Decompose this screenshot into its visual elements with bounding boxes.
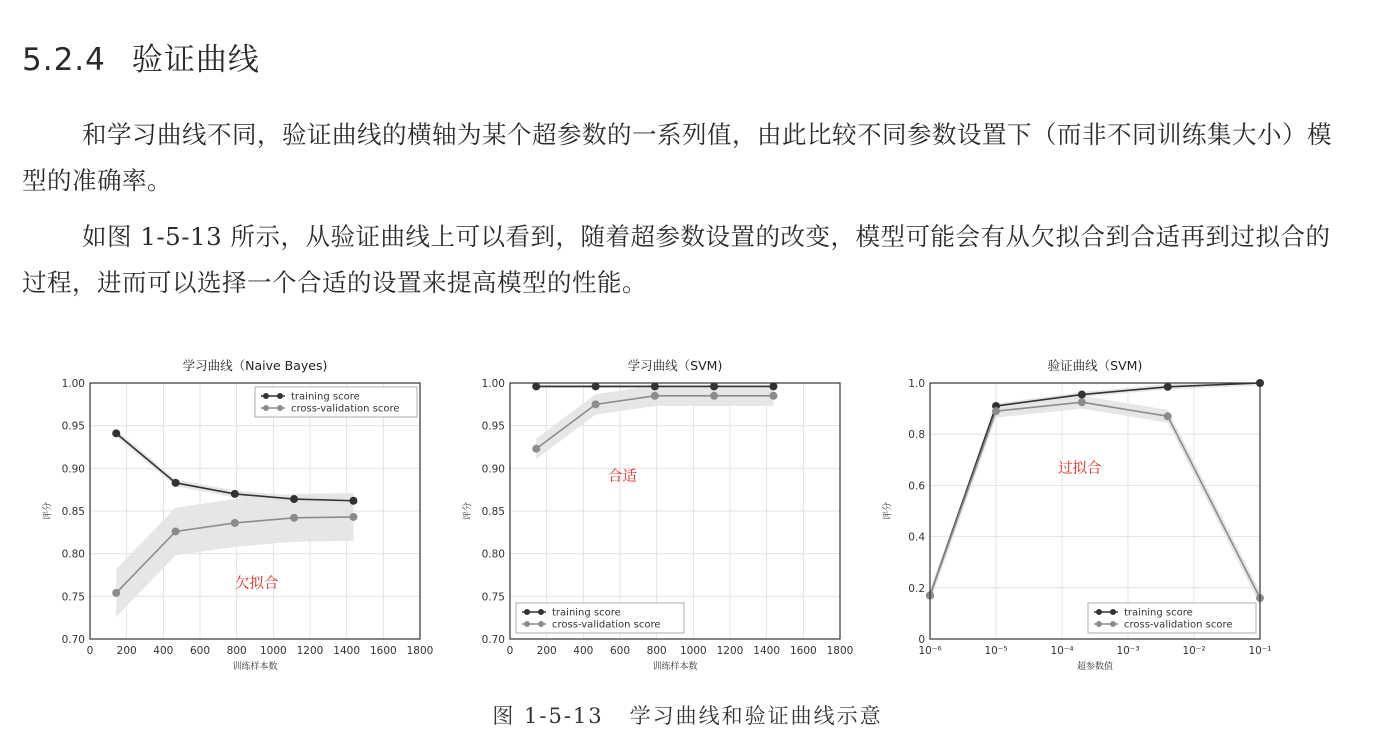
data-point [651, 392, 659, 400]
y-tick-label: 0.70 [481, 634, 505, 646]
x-tick-label: 10⁻¹ [1248, 645, 1272, 657]
data-point [769, 382, 777, 390]
legend-swatch-marker [277, 405, 283, 411]
x-tick-label: 10⁻³ [1116, 645, 1140, 657]
chart-title: 验证曲线（SVM) [1047, 358, 1143, 373]
plot-frame [930, 383, 1260, 639]
series-line [930, 383, 1260, 595]
chart-title: 学习曲线（SVM) [627, 358, 723, 373]
data-point [1078, 398, 1086, 406]
x-axis-label: 训练样本数 [652, 662, 698, 672]
figure-caption [0, 700, 1375, 730]
annotation-label: 合适 [608, 469, 637, 485]
legend-swatch-marker [1110, 609, 1116, 615]
caption-text: 学习曲线和验证曲线示意 [629, 704, 883, 728]
y-tick-label: 0.2 [908, 582, 925, 595]
y-tick-label: 0.80 [61, 548, 85, 561]
x-tick-label: 10⁻⁵ [984, 645, 1008, 657]
legend-swatch-marker [524, 621, 530, 627]
legend-entry: training score [552, 607, 621, 619]
annotation-label: 过拟合 [1058, 461, 1102, 477]
data-point [112, 589, 120, 597]
legend-swatch-marker [263, 405, 269, 411]
y-tick-label: 1.00 [481, 378, 505, 390]
legend-swatch-marker [1096, 609, 1102, 615]
y-tick-label: 1.0 [908, 378, 925, 390]
legend-swatch-marker [538, 621, 544, 627]
x-tick-label: 10⁻⁶ [918, 645, 942, 657]
x-tick-label: 400 [153, 645, 174, 657]
legend-swatch-marker [1110, 621, 1116, 627]
data-point [112, 429, 120, 437]
x-axis-label: 训练样本数 [232, 662, 278, 672]
data-point [172, 479, 180, 487]
x-tick-label: 0 [506, 645, 514, 657]
paragraph-2: 如图 1-5-13 所示，从验证曲线上可以看到，随着超参数设置的改变，模型可能会有从欠拟合到合适再到过拟合的过程，进而可以选择一个合适的设置来提高模型的性能。 [22, 222, 1331, 297]
x-tick-label: 1800 [826, 645, 854, 657]
legend-swatch-marker [524, 609, 530, 615]
legend-entry: cross-validation score [291, 403, 400, 415]
data-point [231, 519, 239, 527]
chart-svg [450, 350, 854, 680]
y-axis-label: 评分 [883, 501, 893, 521]
y-tick-label: 0.85 [61, 506, 85, 518]
x-tick-label: 1400 [333, 645, 361, 657]
chart-svg [870, 350, 1270, 680]
legend-entry: cross-validation score [552, 619, 661, 631]
x-tick-label: 400 [573, 645, 594, 657]
x-tick-label: 10⁻² [1182, 645, 1206, 657]
data-point [1164, 412, 1172, 420]
x-tick-label: 600 [189, 645, 211, 657]
data-point [1078, 391, 1086, 399]
annotation-label: 欠拟合 [235, 576, 279, 592]
x-tick-label: 200 [116, 645, 137, 657]
legend-swatch-marker [277, 393, 283, 399]
data-point [290, 495, 298, 503]
data-point [710, 392, 718, 400]
y-tick-label: 0.4 [908, 531, 925, 544]
legend-entry: cross-validation score [1124, 619, 1233, 631]
data-point [532, 445, 540, 453]
legend-swatch-marker [1096, 621, 1102, 627]
chart-naive-bayes-learning-curve [30, 350, 434, 684]
data-point [592, 400, 600, 408]
section-heading [22, 34, 260, 79]
x-tick-label: 600 [609, 645, 631, 657]
y-tick-label: 0.75 [481, 591, 505, 604]
data-point [992, 407, 1000, 415]
x-tick-label: 1200 [716, 645, 744, 657]
data-point [710, 382, 718, 390]
y-tick-label: 0.80 [481, 548, 505, 561]
chart-svm-learning-curve [450, 350, 854, 684]
x-tick-label: 1400 [753, 645, 781, 657]
data-point [532, 382, 540, 390]
y-axis-label: 评分 [463, 501, 473, 521]
y-tick-label: 0.8 [908, 429, 925, 442]
y-tick-label: 0 [918, 634, 925, 646]
y-axis-label: 评分 [43, 501, 53, 521]
legend-swatch-marker [263, 393, 269, 399]
data-point [349, 513, 357, 521]
y-tick-label: 0.85 [481, 506, 505, 518]
series-line [930, 402, 1260, 598]
paragraph-1: 和学习曲线不同，验证曲线的横轴为某个超参数的一系列值，由此比较不同参数设置下（而非不同训练集大小）模型的准确率。 [22, 120, 1332, 195]
legend-entry: training score [1124, 607, 1193, 619]
legend-swatch-marker [538, 609, 544, 615]
legend-entry: training score [291, 391, 360, 403]
chart-svg [30, 350, 434, 680]
data-point [290, 514, 298, 522]
x-tick-label: 200 [536, 645, 557, 657]
data-point [172, 527, 180, 535]
y-tick-label: 0.90 [481, 463, 505, 476]
confidence-band [930, 383, 1260, 598]
y-tick-label: 1.00 [61, 378, 85, 390]
chart-svm-validation-curve [870, 350, 1270, 684]
y-tick-label: 0.6 [908, 480, 925, 493]
x-tick-label: 1000 [259, 645, 287, 657]
x-tick-label: 1200 [296, 645, 324, 657]
data-point [349, 497, 357, 505]
chart-title: 学习曲线（Naive Bayes) [182, 358, 328, 373]
x-axis-label: 超参数值 [1076, 662, 1114, 672]
data-point [1164, 383, 1172, 391]
section-number: 5.2.4 [22, 42, 106, 78]
y-tick-label: 0.90 [61, 463, 85, 476]
x-tick-label: 1600 [369, 645, 397, 657]
y-tick-label: 0.95 [481, 420, 505, 433]
x-tick-label: 800 [226, 645, 247, 657]
confidence-band [116, 493, 353, 617]
x-tick-label: 10⁻⁴ [1050, 645, 1074, 657]
caption-number: 图 1-5-13 [492, 704, 604, 728]
x-tick-label: 800 [646, 645, 667, 657]
y-tick-label: 0.95 [61, 420, 85, 433]
data-point [592, 382, 600, 390]
section-title: 验证曲线 [131, 42, 260, 78]
x-tick-label: 1800 [406, 645, 434, 657]
data-point [769, 392, 777, 400]
data-point [231, 490, 239, 498]
y-tick-label: 0.70 [61, 634, 85, 646]
y-tick-label: 0.75 [61, 591, 85, 604]
data-point [651, 382, 659, 390]
x-tick-label: 0 [86, 645, 94, 657]
x-tick-label: 1000 [679, 645, 707, 657]
x-tick-label: 1600 [789, 645, 817, 657]
